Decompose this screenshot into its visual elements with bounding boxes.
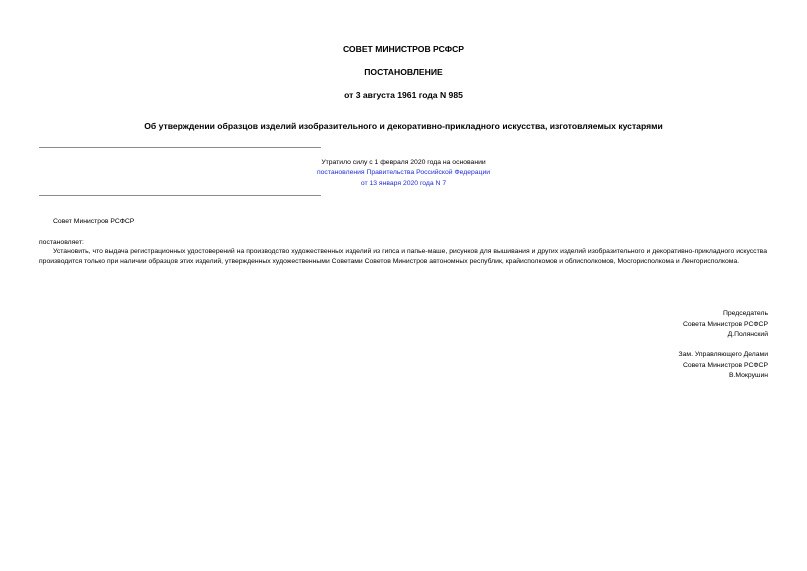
status-note-link-date[interactable]: от 13 января 2020 года N 7: [360, 180, 447, 187]
signature-name: В.Мокрушин: [728, 372, 768, 379]
signature-organization: Совета Министров РСФСР: [682, 320, 768, 328]
signature-block-chairman: [683, 309, 768, 341]
signature-name: Д.Полянский: [727, 331, 768, 338]
divider-bottom: [39, 195, 321, 196]
status-note-text: Утратило силу с 1 февраля 2020 года на основании: [321, 159, 486, 166]
document-type: ПОСТАНОВЛЕНИЕ: [364, 67, 443, 77]
status-note-link-decree[interactable]: постановления Правительства Российской Федерации: [316, 169, 491, 176]
signature-position: Зам. Управляющего Делами: [678, 351, 768, 358]
document-date-number: от 3 августа 1961 года N 985: [344, 90, 463, 100]
resolves-line: постановляет:: [39, 239, 84, 246]
divider-top: [39, 147, 321, 148]
signature-block-deputy: [679, 350, 768, 382]
document-title: Об утверждении образцов изделий изобразительного и декоративно-прикладного искусства, изготовляемых кустарями: [144, 121, 663, 131]
issuing-authority: СОВЕТ МИНИСТРОВ РСФСР: [342, 44, 465, 54]
signature-position: Председатель: [723, 310, 768, 317]
resolution-paragraph: Установить, что выдача регистрационных удостоверений на производство художественных изделий из гипса и папье-маше, рисунков для вышивания и других изделий изобразительного и декоративно-прикладного искусства производится только при наличии образцов этих изделий, утвержденных художественными Советами Советов Министров автономных республик, крайисполкомов и облисполкомов, Мосгорисполкома и Ленгорисполкома.: [39, 248, 767, 265]
issuer-line: Совет Министров РСФСР: [53, 218, 135, 225]
signature-organization: Совета Министров РСФСР: [682, 361, 768, 369]
